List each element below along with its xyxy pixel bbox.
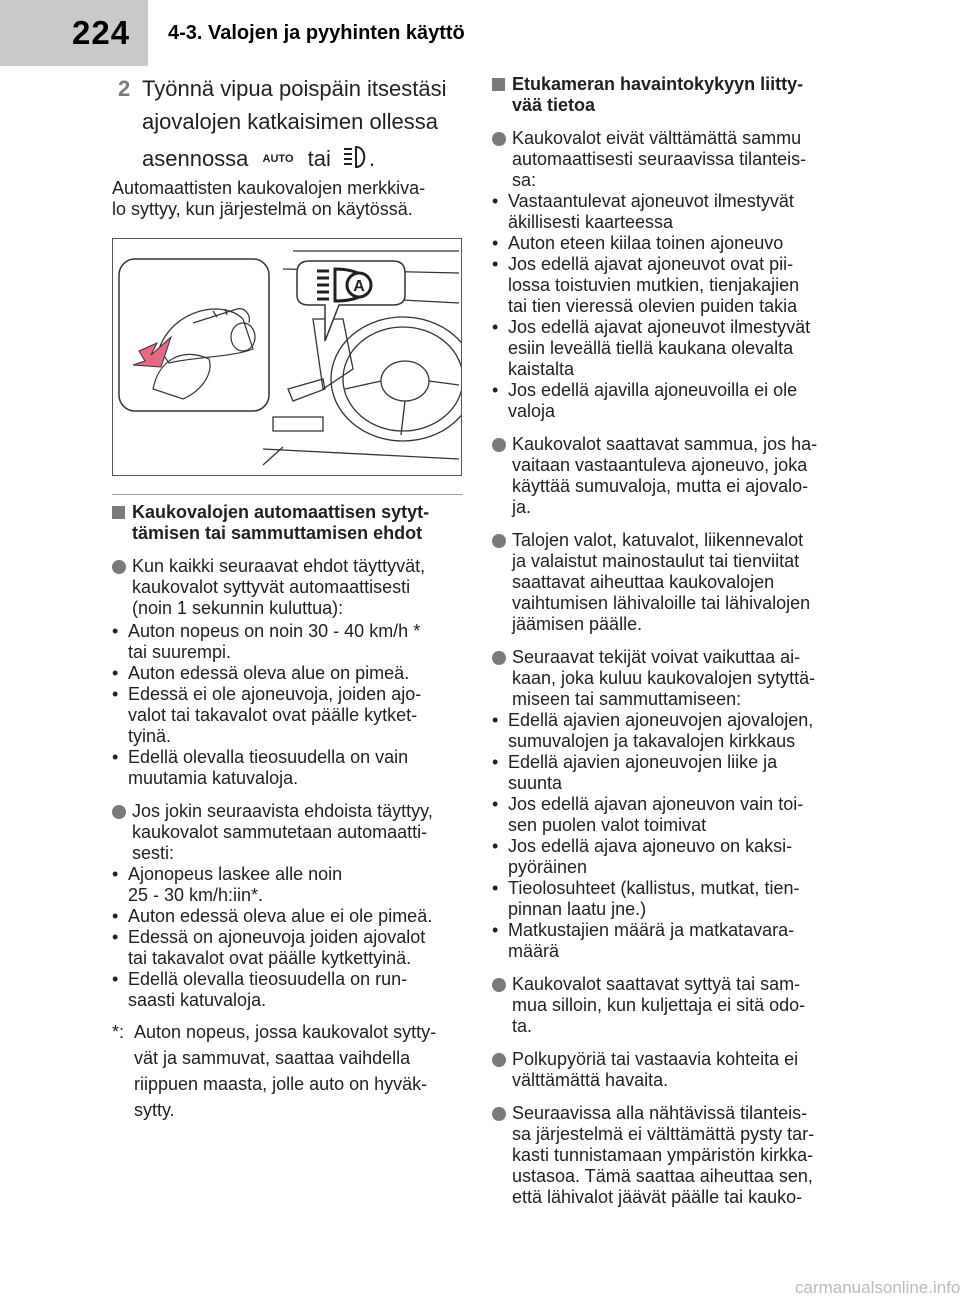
bullet-line: automaattisesti seuraavissa tilanteis- (512, 149, 807, 169)
bullet-dot-icon (112, 560, 126, 574)
bullet-line: sa: (512, 170, 537, 190)
section-title: 4-3. Valojen ja pyyhinten käyttö (168, 22, 465, 44)
bullet-on-conditions (112, 556, 467, 619)
sub-line: Jos edellä ajava ajoneuvo on kaksi- (508, 836, 793, 856)
sub-line: Auton edessä oleva alue ei ole pimeä. (128, 906, 433, 926)
sub-line: pinnan laatu jne.) (508, 899, 647, 919)
indicator-letter: A (353, 278, 365, 295)
section-marker-icon (492, 78, 505, 91)
sub-line: Edellä ajavien ajoneuvojen liike ja (508, 752, 778, 772)
footnote (112, 1019, 467, 1123)
sub-line: Jos edellä ajavat ajoneuvot ovat pii- (508, 254, 794, 274)
sub-line: Tieolosuhteet (kallistus, mutkat, tien- (508, 878, 800, 898)
sub-line: Jos edellä ajavat ajoneuvot ilmestyvät (508, 317, 811, 337)
bullet-line: mua silloin, kun kuljettaja ei sitä odo- (512, 995, 806, 1015)
bullet-line: välttämättä havaita. (512, 1070, 669, 1090)
sub-item: • Tieolosuhteet (kallistus, mutkat, tien- pinnan laatu jne.) (492, 878, 852, 920)
watermark: carmanualsonline.info (795, 1278, 960, 1297)
sub-item: • Auton edessä oleva alue on pimeä. (112, 663, 467, 684)
bullet-dot-icon (492, 534, 506, 548)
bullet-dot-icon (492, 978, 506, 992)
sub-line: sumuvalojen ja takavalojen kirkkaus (508, 731, 796, 751)
section-marker-icon (112, 506, 125, 519)
step-number: 2 (118, 76, 131, 101)
sub-line: esiin leveällä tiellä kaukana olevalta (508, 338, 794, 358)
bullet-line: sesti: (132, 843, 175, 863)
sub-line: Auton edessä oleva alue on pimeä. (128, 663, 410, 683)
bullet-line: kaukovalot sammutetaan automaatti- (132, 822, 428, 842)
sub-item: • Auton eteen kiilaa toinen ajoneuvo (492, 233, 852, 254)
sub-line: pyöräinen (508, 857, 588, 877)
bullet-item (492, 530, 852, 635)
step-or: tai (307, 146, 331, 171)
sub-line: Vastaantulevat ajoneuvot ilmestyvät (508, 191, 794, 211)
right-column (492, 74, 852, 1208)
sub-line: 25 - 30 km/h:iin*. (128, 885, 264, 905)
sub-line: Ajonopeus laskee alle noin (128, 864, 343, 884)
sub-item: • Edellä ajavien ajoneuvojen ajovalojen, sumuvalojen ja takavalojen kirkkaus (492, 710, 852, 752)
headlight-lever-illustration (112, 238, 462, 476)
sub-line: äkillisesti kaarteessa (508, 212, 674, 232)
bullet-dot-icon (492, 132, 506, 146)
bullet-line: jäämisen päälle. (512, 614, 643, 634)
bullet-line: Kaukovalot saattavat sammua, jos ha- (512, 434, 818, 454)
sub-item: • Edellä ajavien ajoneuvojen liike ja suunta (492, 752, 852, 794)
footnote-mark: *: (112, 1022, 125, 1042)
bullet-dot-icon (492, 438, 506, 452)
sub-line: määrä (508, 941, 560, 961)
sub-item: • Jos edellä ajavat ajoneuvot ilmestyvät esiin leveällä tiellä kaukana olevalta kaistalta (492, 317, 852, 380)
bullet-item (492, 1103, 852, 1208)
intro-line-2: lo syttyy, kun järjestelmä on käytössä. (112, 199, 413, 219)
sub-item: • Matkustajien määrä ja matkatavara- määrä (492, 920, 852, 962)
bullet-dot-icon (492, 1053, 506, 1067)
bullet-line: kasti tunnistamaan ympäristön kirkka- (512, 1145, 814, 1165)
bullet-line: Seuraavat tekijät voivat vaikuttaa ai- (512, 647, 801, 667)
sub-line: Edessä on ajoneuvoja joiden ajovalot (128, 927, 426, 947)
footnote-line: sytty. (134, 1100, 175, 1120)
section-line-1: Etukameran havaintokykyyn liitty- (512, 74, 804, 94)
sub-line: Edellä olevalla tieosuudella on run- (128, 969, 408, 989)
sub-line: valot tai takavalot ovat päälle kytket- (128, 705, 418, 725)
intro-paragraph (112, 178, 472, 220)
bullet-line: Polkupyöriä tai vastaavia kohteita ei (512, 1049, 799, 1069)
sub-item: • Jos edellä ajavilla ajoneuvoilla ei ole valoja (492, 380, 852, 422)
bullet-line: ja. (512, 497, 532, 517)
bullet-line: ta. (512, 1016, 533, 1036)
bullet-off-conditions (112, 801, 467, 864)
bullet-item (492, 1049, 852, 1091)
step-line-2: ajovalojen katkaisimen ollessa (142, 109, 438, 134)
sub-line: Edessä ei ole ajoneuvoja, joiden ajo- (128, 684, 422, 704)
sub-item: • Auton nopeus on noin 30 - 40 km/h * tai suurempi. (112, 621, 467, 663)
bullet-line: Kun kaikki seuraavat ehdot täyttyvät, (132, 556, 426, 576)
bullet-line: kaan, joka kuluu kaukovalojen sytyttä- (512, 668, 816, 688)
section-front-camera-detection (492, 74, 852, 116)
sub-item: • Jos edellä ajavan ajoneuvon vain toi- sen puolen valot toimivat (492, 794, 852, 836)
sub-line: Auton nopeus on noin 30 - 40 km/h * (128, 621, 421, 641)
footnote-line: Auton nopeus, jossa kaukovalot sytty- (134, 1022, 437, 1042)
bullet-line: Jos jokin seuraavista ehdoista täyttyy, (132, 801, 433, 821)
bullet-line: miseen tai sammuttamiseen: (512, 689, 742, 709)
sub-line: Auton eteen kiilaa toinen ajoneuvo (508, 233, 784, 253)
sub-item: • Auton edessä oleva alue ei ole pimeä. (112, 906, 467, 927)
bullet-line: käyttää sumuvaloja, mutta ei ajovalo- (512, 476, 809, 496)
sub-line: muutamia katuvaloja. (128, 768, 299, 788)
step-line-3 (142, 142, 472, 176)
footnote-line: riippuen maasta, jolle auto on hyväk- (134, 1074, 428, 1094)
bullet-line: Kaukovalot saattavat syttyä tai sam- (512, 974, 801, 994)
step-line-3-prefix: asennossa (142, 146, 249, 171)
sub-item: • Edessä ei ole ajoneuvoja, joiden ajo- valot tai takavalot ovat päälle kytket- tyinä. (112, 684, 467, 747)
sub-line: saasti katuvaloja. (128, 990, 267, 1010)
bullet-line: vaihtumisen lähivaloille tai lähivalojen (512, 593, 811, 613)
sub-line: tai suurempi. (128, 642, 232, 662)
bullet-item (492, 434, 852, 518)
sub-item: • Edellä olevalla tieosuudella on run- saasti katuvaloja. (112, 969, 467, 1011)
bullet-item (492, 128, 852, 191)
sub-item: • Edessä on ajoneuvoja joiden ajovalot tai takavalot ovat päälle kytkettyinä. (112, 927, 467, 969)
headlight-symbol-icon (343, 145, 369, 169)
footnote-line: vät ja sammuvat, saattaa vaihdella (134, 1048, 411, 1068)
sub-line: valoja (508, 401, 556, 421)
sub-line: tai tien vieressä olevien puiden takia (508, 296, 798, 316)
sub-line: Matkustajien määrä ja matkatavara- (508, 920, 795, 940)
bullet-line: saattavat aiheuttaa kaukovalojen (512, 572, 775, 592)
sub-item: • Ajonopeus laskee alle noin 25 - 30 km/h:iin*. (112, 864, 467, 906)
bullet-line: sa järjestelmä ei välttämättä pysty tar- (512, 1124, 815, 1144)
step-text (142, 72, 472, 176)
left-column (112, 502, 467, 1123)
sub-line: kaistalta (508, 359, 575, 379)
section-line-1: Kaukovalojen automaattisen sytyt- (132, 502, 430, 522)
sub-line: suunta (508, 773, 563, 793)
sub-line: tyinä. (128, 726, 172, 746)
bullet-line: ustasoa. Tämä saattaa aiheuttaa sen, (512, 1166, 813, 1186)
auto-position-icon: AUTO (262, 153, 294, 165)
bullet-line: Kaukovalot eivät välttämättä sammu (512, 128, 802, 148)
bullet-line: kaukovalot syttyvät automaattisesti (132, 577, 411, 597)
bullet-item (492, 974, 852, 1037)
bullet-dot-icon (492, 651, 506, 665)
bullet-dot-icon (112, 805, 126, 819)
bullet-line: Seuraavissa alla nähtävissä tilanteis- (512, 1103, 808, 1123)
bullet-item (492, 647, 852, 710)
sub-line: Jos edellä ajavilla ajoneuvoilla ei ole (508, 380, 798, 400)
bullet-line: vaitaan vastaantuleva ajoneuvo, joka (512, 455, 808, 475)
sub-item: • Vastaantulevat ajoneuvot ilmestyvät äkillisesti kaarteessa (492, 191, 852, 233)
page-number: 224 (72, 14, 131, 51)
intro-line-1: Automaattisten kaukovalojen merkkiva- (112, 178, 426, 198)
sub-line: lossa toistuvien mutkien, tienjakajien (508, 275, 800, 295)
sub-line: Edellä ajavien ajoneuvojen ajovalojen, (508, 710, 814, 730)
bullet-line: (noin 1 sekunnin kuluttua): (132, 598, 344, 618)
sub-item: • Jos edellä ajavat ajoneuvot ovat pii- lossa toistuvien mutkien, tienjakajien tai tien vieressä olevien puiden takia (492, 254, 852, 317)
left-divider (112, 494, 462, 495)
bullet-dot-icon (492, 1107, 506, 1121)
section-auto-high-beam-conditions (112, 502, 467, 544)
section-line-2: vää tietoa (512, 95, 596, 115)
sub-line: sen puolen valot toimivat (508, 815, 707, 835)
step-line-1: Työnnä vipua poispäin itsestäsi (142, 76, 447, 101)
sub-line: Edellä olevalla tieosuudella on vain (128, 747, 409, 767)
sub-line: Jos edellä ajavan ajoneuvon vain toi- (508, 794, 804, 814)
step-period: . (369, 146, 376, 171)
bullet-line: että lähivalot jäävät päälle tai kauko- (512, 1187, 803, 1207)
sub-item: • Jos edellä ajava ajoneuvo on kaksi- pyöräinen (492, 836, 852, 878)
illustration-drawing (113, 239, 461, 475)
sub-line: tai takavalot ovat päälle kytkettyinä. (128, 948, 412, 968)
bullet-line: Talojen valot, katuvalot, liikennevalot (512, 530, 804, 550)
bullet-line: ja valaistut mainostaulut tai tienviitat (512, 551, 800, 571)
sub-item: • Edellä olevalla tieosuudella on vain muutamia katuvaloja. (112, 747, 467, 789)
section-line-2: tämisen tai sammuttamisen ehdot (132, 523, 423, 543)
